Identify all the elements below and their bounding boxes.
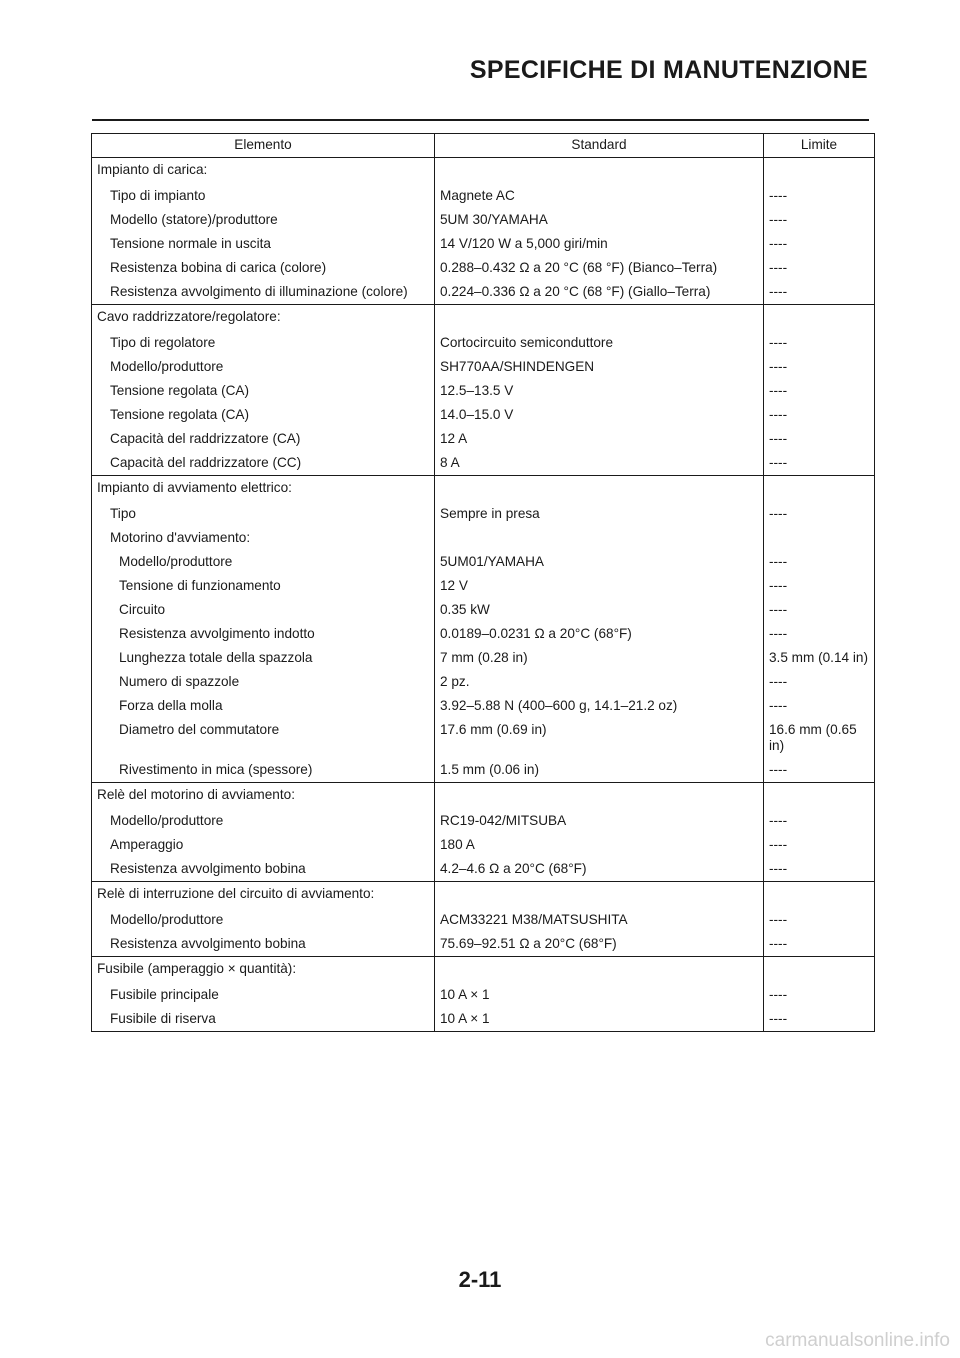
standard-cell: 4.2–4.6 Ω a 20°C (68°F) (435, 857, 764, 882)
standard-cell: 17.6 mm (0.69 in) (435, 718, 764, 758)
watermark: carmanualsonline.info (765, 1330, 950, 1351)
standard-cell: 14 V/120 W a 5,000 giri/min (435, 232, 764, 256)
group-title: Cavo raddrizzatore/regolatore: (92, 305, 435, 332)
table-row (92, 232, 875, 256)
item-cell: Circuito (92, 598, 435, 622)
column-header-limite: Limite (764, 134, 875, 158)
limit-cell: ---- (764, 280, 875, 305)
item-cell: Resistenza avvolgimento bobina (92, 857, 435, 882)
group-limit-cell (764, 305, 875, 332)
item-cell: Resistenza bobina di carica (colore) (92, 256, 435, 280)
group-standard-cell (435, 158, 764, 185)
limit-cell: ---- (764, 983, 875, 1007)
standard-cell: 10 A × 1 (435, 983, 764, 1007)
table-row (92, 983, 875, 1007)
item-cell: Tipo di regolatore (92, 331, 435, 355)
standard-cell: 0.0189–0.0231 Ω a 20°C (68°F) (435, 622, 764, 646)
table-row (92, 646, 875, 670)
standard-cell (435, 526, 764, 550)
limit-cell: ---- (764, 809, 875, 833)
table-row (92, 694, 875, 718)
table-row (92, 256, 875, 280)
table-row (92, 451, 875, 476)
group-limit-cell (764, 158, 875, 185)
standard-cell: 2 pz. (435, 670, 764, 694)
group-limit-cell (764, 882, 875, 909)
limit-cell: ---- (764, 574, 875, 598)
table-row (92, 526, 875, 550)
item-cell: Tipo di impianto (92, 184, 435, 208)
standard-cell: 3.92–5.88 N (400–600 g, 14.1–21.2 oz) (435, 694, 764, 718)
limit-cell: ---- (764, 758, 875, 783)
limit-cell: ---- (764, 379, 875, 403)
standard-cell: 75.69–92.51 Ω a 20°C (68°F) (435, 932, 764, 957)
item-cell: Resistenza avvolgimento bobina (92, 932, 435, 957)
standard-cell: Magnete AC (435, 184, 764, 208)
limit-cell: ---- (764, 932, 875, 957)
table-header-row (92, 134, 875, 158)
group-header-row (92, 957, 875, 984)
standard-cell: 12 V (435, 574, 764, 598)
table-row (92, 809, 875, 833)
item-cell: Tensione regolata (CA) (92, 379, 435, 403)
table-row (92, 355, 875, 379)
group-header-row (92, 305, 875, 332)
group-standard-cell (435, 957, 764, 984)
standard-cell: Sempre in presa (435, 502, 764, 526)
group-limit-cell (764, 476, 875, 503)
standard-cell: SH770AA/SHINDENGEN (435, 355, 764, 379)
limit-cell: ---- (764, 1007, 875, 1032)
group-title: Impianto di carica: (92, 158, 435, 185)
limit-cell: ---- (764, 598, 875, 622)
limit-cell: ---- (764, 451, 875, 476)
group-header-row (92, 882, 875, 909)
limit-cell: ---- (764, 694, 875, 718)
group-standard-cell (435, 882, 764, 909)
table-row (92, 331, 875, 355)
item-cell: Resistenza avvolgimento di illuminazione (colore) (92, 280, 435, 305)
page-number: 2-11 (458, 1267, 502, 1292)
limit-cell: ---- (764, 256, 875, 280)
item-cell: Modello/produttore (92, 355, 435, 379)
group-title: Impianto di avviamento elettrico: (92, 476, 435, 503)
limit-cell: 3.5 mm (0.14 in) (764, 646, 875, 670)
group-limit-cell (764, 957, 875, 984)
limit-cell: ---- (764, 184, 875, 208)
item-cell: Modello/produttore (92, 809, 435, 833)
group-header-row (92, 783, 875, 810)
column-header-standard: Standard (435, 134, 764, 158)
table-row (92, 502, 875, 526)
table-body (92, 158, 875, 1032)
table-row (92, 280, 875, 305)
page-title: SPECIFICHE DI MANUTENZIONE (469, 56, 868, 84)
item-cell: Tensione regolata (CA) (92, 403, 435, 427)
limit-cell: ---- (764, 670, 875, 694)
standard-cell: 0.35 kW (435, 598, 764, 622)
table-row (92, 208, 875, 232)
group-standard-cell (435, 476, 764, 503)
table-row (92, 184, 875, 208)
column-header-elemento: Elemento (92, 134, 435, 158)
table-row (92, 758, 875, 783)
item-cell: Forza della molla (92, 694, 435, 718)
table-row (92, 598, 875, 622)
standard-cell: 14.0–15.0 V (435, 403, 764, 427)
table-row (92, 857, 875, 882)
group-title: Fusibile (amperaggio × quantità): (92, 957, 435, 984)
table-row (92, 550, 875, 574)
standard-cell: 8 A (435, 451, 764, 476)
limit-cell: ---- (764, 355, 875, 379)
item-cell: Modello/produttore (92, 908, 435, 932)
item-cell: Rivestimento in mica (spessore) (92, 758, 435, 783)
standard-cell: 0.224–0.336 Ω a 20 °C (68 °F) (Giallo–Terra) (435, 280, 764, 305)
item-cell: Lunghezza totale della spazzola (92, 646, 435, 670)
standard-cell: 12 A (435, 427, 764, 451)
table-row (92, 379, 875, 403)
table-row (92, 670, 875, 694)
standard-cell: 0.288–0.432 Ω a 20 °C (68 °F) (Bianco–Terra) (435, 256, 764, 280)
item-cell: Modello (statore)/produttore (92, 208, 435, 232)
table-row (92, 1007, 875, 1032)
table-row (92, 574, 875, 598)
limit-cell: ---- (764, 502, 875, 526)
group-standard-cell (435, 783, 764, 810)
limit-cell: ---- (764, 208, 875, 232)
item-cell: Capacità del raddrizzatore (CC) (92, 451, 435, 476)
standard-cell: 12.5–13.5 V (435, 379, 764, 403)
limit-cell: ---- (764, 427, 875, 451)
maintenance-spec-table (91, 133, 875, 1032)
group-header-row (92, 476, 875, 503)
item-cell: Resistenza avvolgimento indotto (92, 622, 435, 646)
item-cell: Capacità del raddrizzatore (CA) (92, 427, 435, 451)
limit-cell: ---- (764, 550, 875, 574)
title-divider (92, 119, 869, 121)
limit-cell: 16.6 mm (0.65 in) (764, 718, 875, 758)
group-standard-cell (435, 305, 764, 332)
table-row (92, 908, 875, 932)
group-header-row (92, 158, 875, 185)
standard-cell: 10 A × 1 (435, 1007, 764, 1032)
table-row (92, 403, 875, 427)
table-row (92, 932, 875, 957)
group-title: Relè del motorino di avviamento: (92, 783, 435, 810)
item-cell: Amperaggio (92, 833, 435, 857)
standard-cell: RC19-042/MITSUBA (435, 809, 764, 833)
limit-cell: ---- (764, 403, 875, 427)
limit-cell: ---- (764, 232, 875, 256)
limit-cell: ---- (764, 331, 875, 355)
item-cell: Tensione di funzionamento (92, 574, 435, 598)
standard-cell: 1.5 mm (0.06 in) (435, 758, 764, 783)
limit-cell: ---- (764, 622, 875, 646)
standard-cell: 5UM 30/YAMAHA (435, 208, 764, 232)
standard-cell: 180 A (435, 833, 764, 857)
item-cell: Modello/produttore (92, 550, 435, 574)
standard-cell: Cortocircuito semiconduttore (435, 331, 764, 355)
standard-cell: 7 mm (0.28 in) (435, 646, 764, 670)
limit-cell: ---- (764, 908, 875, 932)
item-cell: Fusibile di riserva (92, 1007, 435, 1032)
limit-cell: ---- (764, 833, 875, 857)
item-cell: Tipo (92, 502, 435, 526)
item-cell: Fusibile principale (92, 983, 435, 1007)
item-cell: Motorino d'avviamento: (92, 526, 435, 550)
table-row (92, 833, 875, 857)
item-cell: Diametro del commutatore (92, 718, 435, 758)
limit-cell (764, 526, 875, 550)
item-cell: Numero di spazzole (92, 670, 435, 694)
limit-cell: ---- (764, 857, 875, 882)
item-cell: Tensione normale in uscita (92, 232, 435, 256)
group-limit-cell (764, 783, 875, 810)
standard-cell: 5UM01/YAMAHA (435, 550, 764, 574)
table-row (92, 427, 875, 451)
standard-cell: ACM33221 M38/MATSUSHITA (435, 908, 764, 932)
group-title: Relè di interruzione del circuito di avviamento: (92, 882, 435, 909)
table-row (92, 718, 875, 758)
table-row (92, 622, 875, 646)
